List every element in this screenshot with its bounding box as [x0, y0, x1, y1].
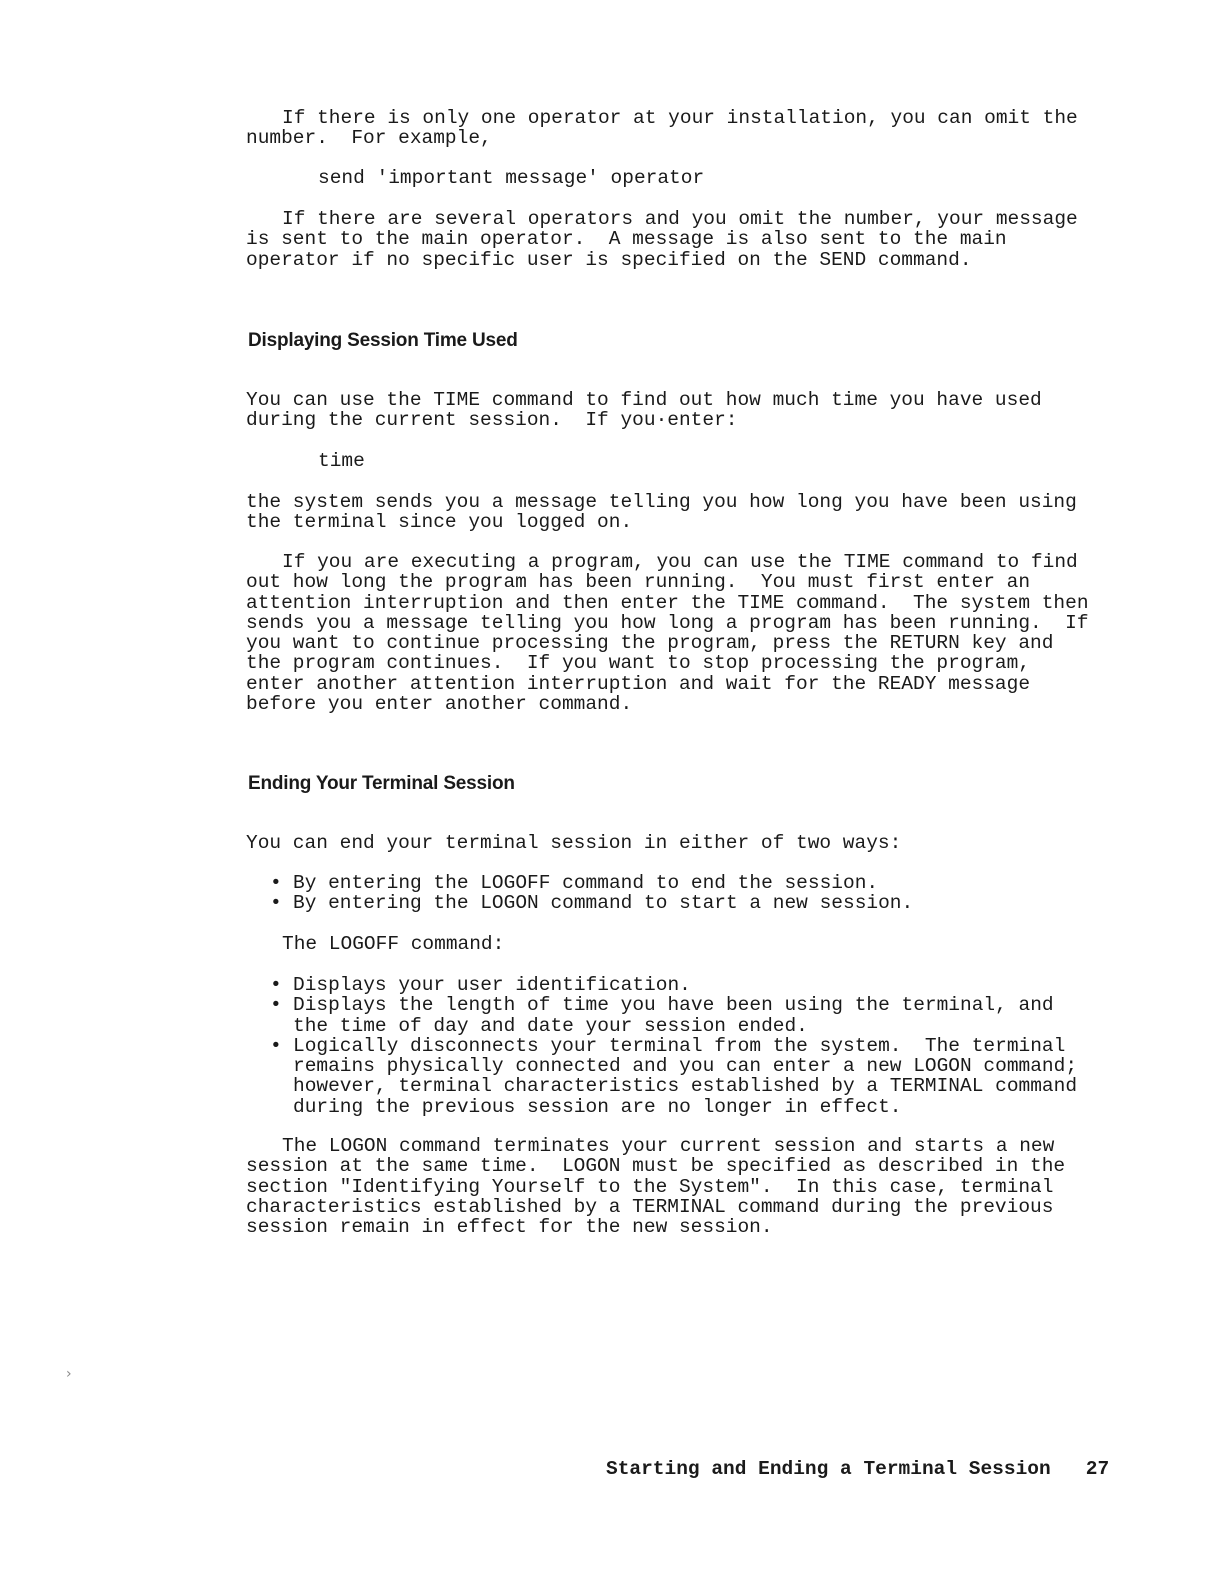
end-ways-list	[270, 873, 913, 914]
page-number: 27	[1085, 1458, 1110, 1480]
list-item: • By entering the LOGON command to start a new session.	[270, 893, 913, 913]
paragraph-logon-command: The LOGON command terminates your current session and starts a new session at the same time. LOGON must be specified as described in the section "Identifying Yourself to the System". In this case, terminal characteristics established by a TERMINAL command during the previous session remain in effect for the new session.	[246, 1135, 1066, 1239]
paragraph-system-message: the system sends you a message telling you how long you have been using the terminal since you logged on.	[246, 491, 1077, 534]
section-heading-session-time: Displaying Session Time Used	[248, 330, 518, 351]
page-footer	[606, 1459, 1109, 1479]
code-example-time: time	[318, 450, 365, 472]
list-item: • By entering the LOGOFF command to end the session.	[270, 873, 913, 893]
paragraph-several-operators: If there are several operators and you omit the number, your message is sent to the main operator. A message is also sent to the main operator if no specific user is specified on the SEND command.	[246, 208, 1078, 271]
list-item: • Logically disconnects your terminal from the system. The terminal remains physically connected and you can enter a new LOGON command; however, terminal characteristics established by a TERMINAL command during the previous session are no longer in effect.	[270, 1036, 1077, 1117]
section-heading-ending-session: Ending Your Terminal Session	[248, 773, 515, 794]
paragraph-omit-number: If there is only one operator at your installation, you can omit the number. For example,	[246, 107, 1078, 150]
paragraph-logoff-intro: The LOGOFF command:	[282, 933, 505, 955]
paragraph-time-command: You can use the TIME command to find out how much time you have used during the current session. If you·enter:	[246, 389, 1042, 432]
logoff-effects-list	[270, 975, 1077, 1117]
code-example-send: send 'important message' operator	[318, 167, 705, 189]
list-item: • Displays your user identification.	[270, 975, 1077, 995]
list-item: • Displays the length of time you have been using the terminal, and the time of day and date your session ended.	[270, 995, 1077, 1036]
paragraph-end-ways: You can end your terminal session in either of two ways:	[246, 832, 902, 854]
paragraph-executing-program: If you are executing a program, you can use the TIME command to find out how long the program has been running. You must first enter an attention interruption and then enter the TIME command. The system then sends you a message telling you how long a program has been running. If you want to continue processing the program, press the RETURN key and the program continues. If you want to stop processing the program, enter another attention interruption and wait for the READY message before you enter another command.	[246, 551, 1089, 716]
footer-title: Starting and Ending a Terminal Session	[606, 1458, 1051, 1480]
margin-mark-icon: ›	[66, 1366, 72, 1382]
